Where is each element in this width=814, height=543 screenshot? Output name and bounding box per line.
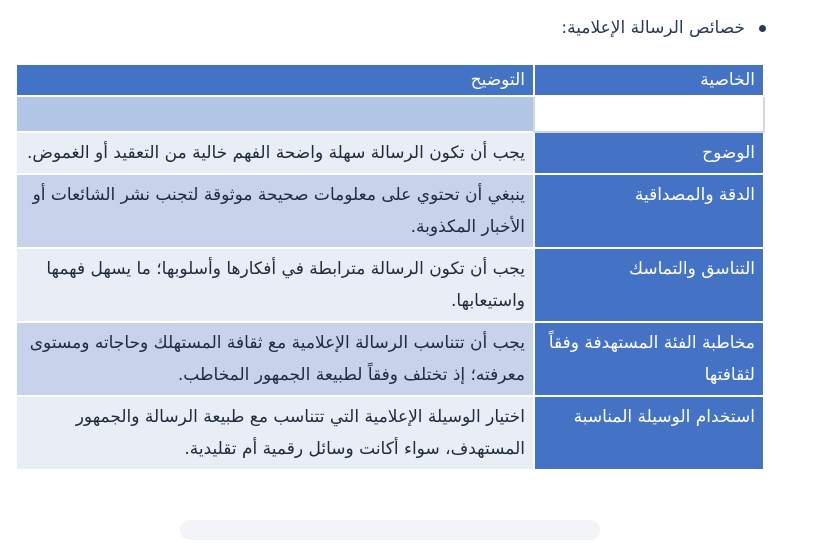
section-heading bbox=[561, 18, 766, 38]
table-row bbox=[16, 132, 764, 174]
row-key: التناسق والتماسك bbox=[534, 248, 764, 322]
row-key: استخدام الوسيلة المناسبة bbox=[534, 396, 764, 470]
row-value: يجب أن تكون الرسالة سهلة واضحة الفهم خالية من التعقيد أو الغموض. bbox=[16, 132, 534, 174]
row-key bbox=[534, 96, 764, 132]
bullet-icon bbox=[759, 25, 766, 32]
header-value: التوضيح bbox=[16, 64, 534, 96]
heading-text: خصائص الرسالة الإعلامية: bbox=[561, 18, 745, 38]
decorative-shadow bbox=[180, 520, 600, 540]
row-value bbox=[16, 96, 534, 132]
row-key: مخاطبة الفئة المستهدفة وفقاً لثقافتها bbox=[534, 322, 764, 396]
row-value: يجب أن تكون الرسالة مترابطة في أفكارها وأسلوبها؛ ما يسهل فهمها واستيعابها. bbox=[16, 248, 534, 322]
row-key: الوضوح bbox=[534, 132, 764, 174]
table-row bbox=[16, 322, 764, 396]
table-row bbox=[16, 248, 764, 322]
table-row bbox=[16, 396, 764, 470]
properties-table bbox=[15, 63, 765, 471]
row-key: الدقة والمصداقية bbox=[534, 174, 764, 248]
table-header-row bbox=[16, 64, 764, 96]
table-row bbox=[16, 96, 764, 132]
row-value: يجب أن تتناسب الرسالة الإعلامية مع ثقافة المستهلك وحاجاته ومستوى معرفته؛ إذ تختلف وفقاً لطبيعة الجمهور المخاطب. bbox=[16, 322, 534, 396]
row-value: ينبغي أن تحتوي على معلومات صحيحة موثوقة لتجنب نشر الشائعات أو الأخبار المكذوبة. bbox=[16, 174, 534, 248]
table-row bbox=[16, 174, 764, 248]
header-key: الخاصية bbox=[534, 64, 764, 96]
row-value: اختيار الوسيلة الإعلامية التي تتناسب مع طبيعة الرسالة والجمهور المستهدف، سواء أكانت وسائل رقمية أم تقليدية. bbox=[16, 396, 534, 470]
